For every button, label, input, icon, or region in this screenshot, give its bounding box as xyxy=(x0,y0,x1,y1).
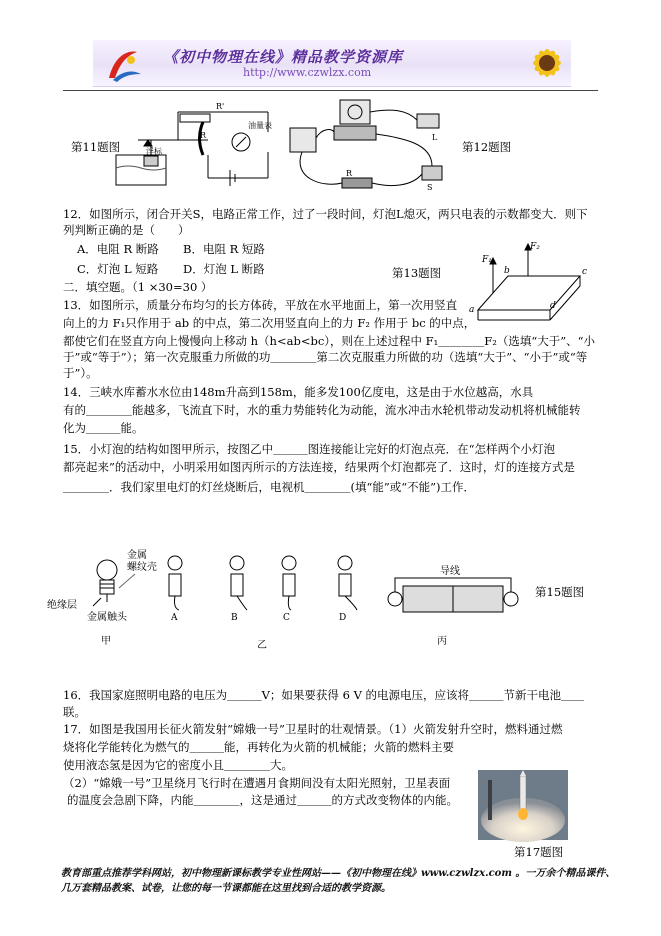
q17-line3: 使用液态氢是因为它的密度小且＿＿＿＿大。 xyxy=(63,758,293,772)
fig13-a: a xyxy=(469,305,475,315)
fig13-f1: F₁ xyxy=(482,255,492,265)
q15-line1: 15．小灯泡的结构如图甲所示，按图乙中＿＿＿图连接能让完好的灯泡点亮．在“怎样两个小灯泡 xyxy=(63,442,556,456)
fig15-sub-a: A xyxy=(171,613,178,623)
q12-line1: 12．如图所示，闭合开关S，电路正常工作，过了一段时间，灯泡L熄灭，两只电表的示数都变大．则下 xyxy=(63,207,588,221)
fig15-label-yi: 乙 xyxy=(257,640,267,651)
footer-line2: 几万套精品教案、试卷，让您的每一节课都能在这里找到合适的教学资源。 xyxy=(61,883,391,894)
fig12-label-l: L xyxy=(432,133,438,142)
banner-title: 《初中物理在线》精品教学资源库 xyxy=(163,48,404,66)
q13-line2: 向上的力 F₁只作用于 ab 的中点，第二次用竖直向上的力 F₂ 作用于 bc 的中点， xyxy=(63,316,476,330)
q17-line4: （2）“嫦娥一号”卫星绕月飞行时在遭遇月食期间没有太阳光照射，卫星表面 xyxy=(63,776,451,790)
fig15-sub-b: B xyxy=(231,613,238,623)
fig13-b: b xyxy=(504,266,510,276)
fig15-insulation: 绝缘层 xyxy=(47,600,77,611)
fig11-label-rprime: R' xyxy=(216,102,225,111)
q12-option-b: B．电阻 R 短路 xyxy=(183,242,265,256)
fig11-label-float: 浮标 xyxy=(146,147,162,156)
fig13-caption: 第13题图 xyxy=(392,266,442,280)
q15-line2: 都亮起来”的活动中，小明采用如图丙所示的方法连接，结果两个灯泡都亮了．这时，灯的连接方式是 xyxy=(63,460,575,474)
fig12-label-s: S xyxy=(427,183,433,192)
fig15-label-jia: 甲 xyxy=(101,636,111,647)
site-logo xyxy=(103,44,143,84)
fig15-diagram xyxy=(45,548,535,658)
fig15-sub-c: C xyxy=(283,613,290,623)
footer-line1: 教育部重点推荐学科网站，初中物理新课标教学专业性网站——《初中物理在线》www.czwlzx.com 。一万余个精品课件、 xyxy=(61,868,616,879)
fig15-metal-shell: 金属螺纹壳 xyxy=(127,550,157,573)
fig15-wire: 导线 xyxy=(440,566,460,577)
q12-line2: 列判断正确的是（ ） xyxy=(63,223,190,237)
fig11-label-r: R xyxy=(200,131,207,140)
q12-option-d: D．灯泡 L 断路 xyxy=(183,262,265,276)
sunflower-icon xyxy=(523,40,571,86)
q12-option-a: A．电阻 R 断路 xyxy=(77,242,159,256)
fig13-d: d xyxy=(550,301,556,311)
q16-line1: 16．我国家庭照明电路的电压为＿＿＿V；如果要获得 6 V 的电源电压，应该将＿＿＿节新干电池＿＿ xyxy=(63,688,585,702)
q16-line2: 联。 xyxy=(63,705,86,719)
fig13-f2: F₂ xyxy=(530,242,540,252)
section-title-fill-in: 二．填空题。（1 ×30=30 ） xyxy=(63,280,213,294)
fig11-caption: 第11题图 xyxy=(71,140,121,154)
q17-line5: 的温度会急剧下降，内能＿＿＿＿，这是通过＿＿＿的方式改变物体的内能。 xyxy=(67,793,458,807)
fig15-sub-d: D xyxy=(339,613,347,623)
header-banner xyxy=(93,40,571,87)
fig15-caption: 第15题图 xyxy=(535,585,585,599)
q13-line5: 于”）。 xyxy=(63,366,98,380)
banner-url[interactable]: http://www.czwlzx.com xyxy=(243,66,372,79)
q12-option-c: C．灯泡 L 短路 xyxy=(77,262,159,276)
fig17-rocket-photo xyxy=(478,770,568,840)
fig17-caption: 第17题图 xyxy=(514,845,564,859)
fig11-label-meter: 油量表 xyxy=(248,121,272,130)
header-rule xyxy=(63,90,598,91)
q13-line1: 13．如图所示，质量分布均匀的长方体砖，平放在水平地面上，第一次用竖直 xyxy=(63,298,458,312)
q14-line1: 14．三峡水库蓄水水位由148m升高到158m，能多发100亿度电，这是由于水位越高，水具 xyxy=(63,385,534,399)
fig13-c: c xyxy=(582,267,588,277)
q17-line2: 烧将化学能转化为燃气的＿＿＿能，再转化为火箭的机械能；火箭的燃料主要 xyxy=(63,740,454,754)
q14-line3: 化为＿＿＿能。 xyxy=(63,421,144,435)
fig12-diagram xyxy=(282,98,457,196)
fig15-label-bing: 丙 xyxy=(437,636,447,647)
fig12-caption: 第12题图 xyxy=(462,140,512,154)
fig11-diagram xyxy=(108,100,278,195)
q13-line3: 都使它们在竖直方向上慢慢向上移动 h（h<ab<bc），则在上述过程中 F₁＿＿＿＿F₂（选填“大于”、“小 xyxy=(63,334,595,348)
fig15-metal-contact: 金属触头 xyxy=(87,612,127,623)
fig13-diagram xyxy=(468,240,598,330)
q17-line1: 17．如图是我国用长征火箭发射“嫦娥一号”卫星时的壮观情景。（1）火箭发射升空时，燃料通过燃 xyxy=(63,722,563,736)
q14-line2: 有的＿＿＿＿能越多，飞流直下时，水的重力势能转化为动能，流水冲击水轮机带动发动机将机械能转 xyxy=(63,403,581,417)
q13-line4: 于”或“等于”）；第一次克服重力所做的功＿＿＿＿第二次克服重力所做的功（选填“大于”、“小于”或“等 xyxy=(63,350,588,364)
q15-line3: ＿＿＿＿．我们家里电灯的灯丝烧断后，电视机＿＿＿＿(填“能”或“不能”)工作． xyxy=(63,480,475,494)
fig12-label-r: R xyxy=(346,169,353,178)
